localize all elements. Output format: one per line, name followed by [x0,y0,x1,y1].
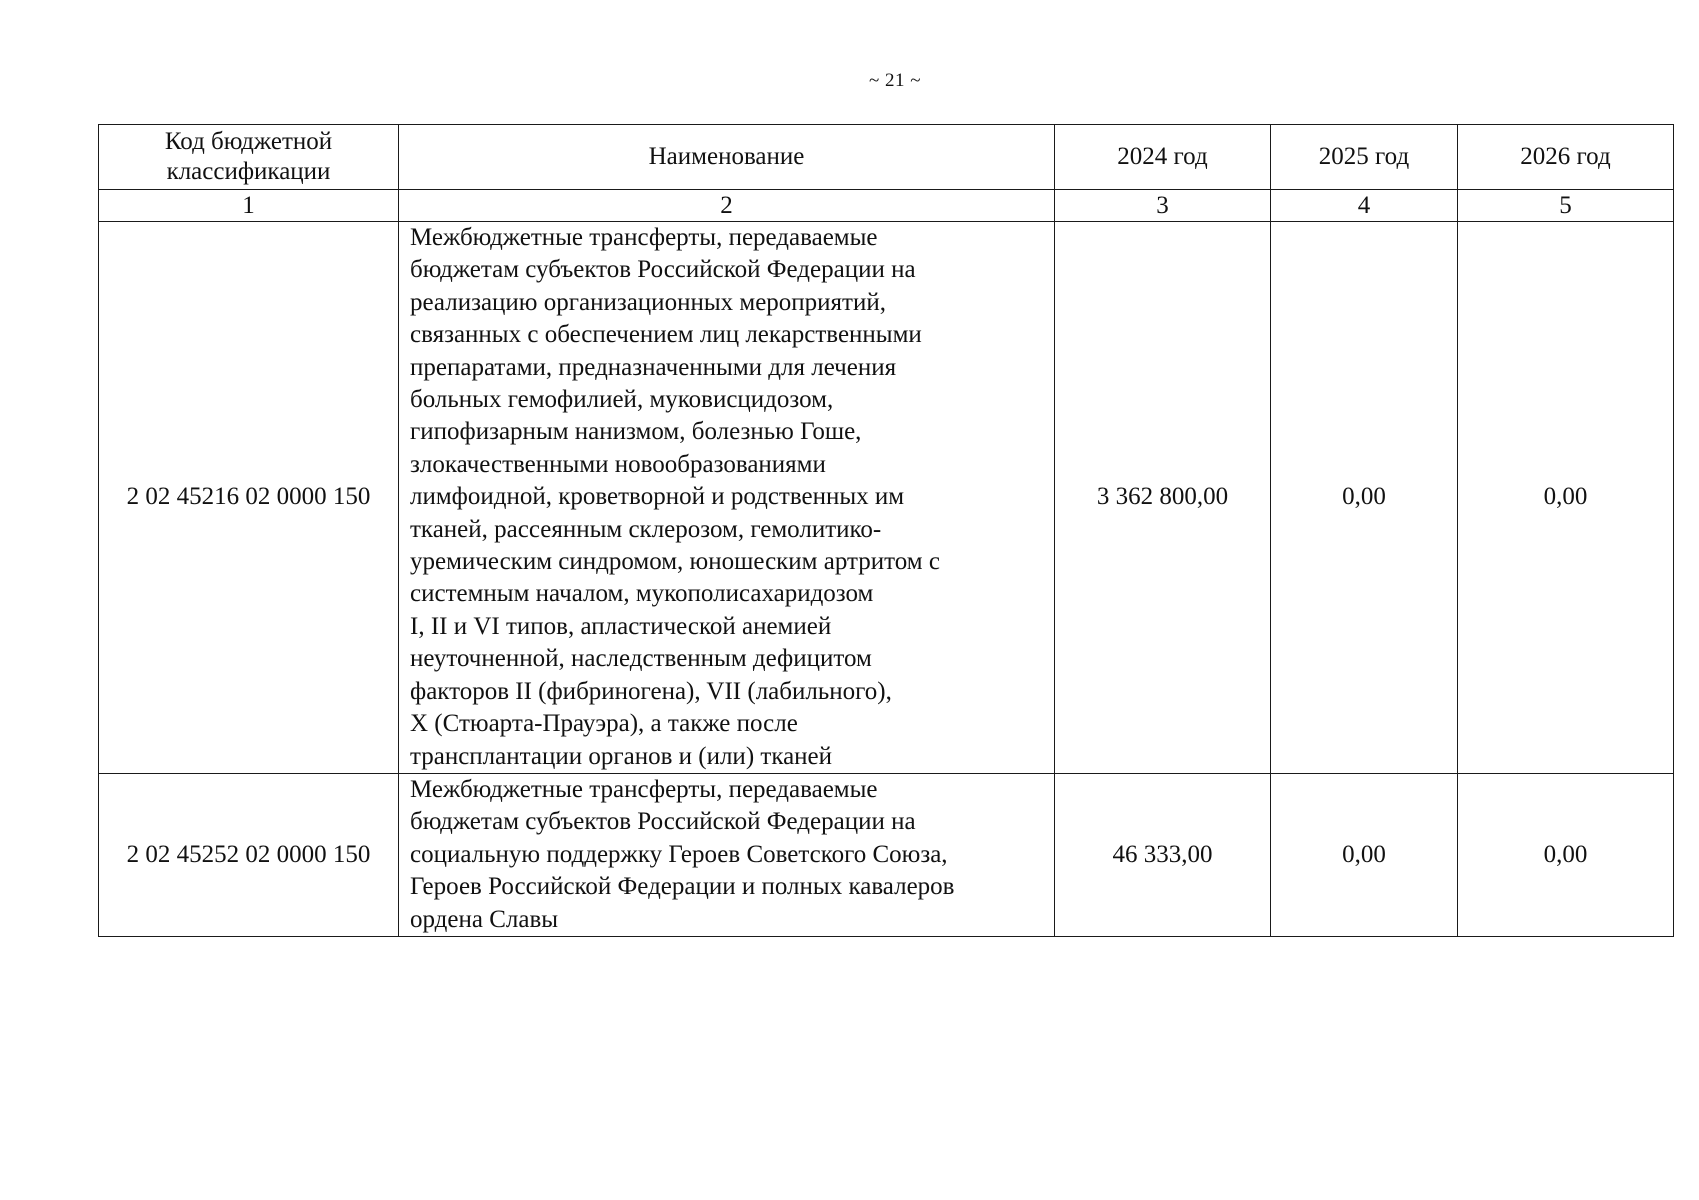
amount-2026-cell: 0,00 [1458,773,1674,936]
table-row [99,773,1674,936]
description-line: реализацию организационных мероприятий, [410,288,886,316]
header-2025: 2025 год [1271,125,1458,190]
description-line: I, II и VI типов, апластической анемией [410,612,832,640]
header-code-line-2: классификации [166,158,331,185]
description-cell [399,222,1055,774]
column-number-1: 1 [99,190,399,222]
description-line: ордена Славы [410,905,559,933]
description-line: социальную поддержку Героев Советского Союза, [410,840,948,868]
budget-code-cell: 2 02 45252 02 0000 150 [99,773,399,936]
budget-code-cell: 2 02 45216 02 0000 150 [99,222,399,774]
description-line: лимфоидной, кроветворной и родственных им [410,483,905,511]
header-code-line-1: Код бюджетной [164,128,333,155]
description-line: факторов II (фибриногена), VII (лабильного), [410,677,892,705]
description-line: препаратами, предназначенными для лечения [410,353,897,381]
page-number: ~ 21 ~ [868,70,922,91]
description-line: Героев Российской Федерации и полных кавалеров [410,873,955,901]
description-line: неуточненной, наследственным дефицитом [410,645,872,673]
description-line: трансплантации органов и (или) тканей [410,742,833,770]
header-code [99,125,399,190]
column-number-2: 2 [399,190,1055,222]
description-line: тканей, рассеянным склерозом, гемолитико- [410,515,882,543]
description-line: X (Стюарта-Прауэра), а также после [410,710,798,738]
description-line: бюджетам субъектов Российской Федерации на [410,808,916,836]
description-line: Межбюджетные трансферты, передаваемые [410,775,878,803]
amount-2025-cell: 0,00 [1271,222,1458,774]
description-line: злокачественными новообразованиями [410,450,826,478]
description-line: бюджетам субъектов Российской Федерации на [410,256,916,284]
description-line: Межбюджетные трансферты, передаваемые [410,224,878,251]
amount-2026-cell: 0,00 [1458,222,1674,774]
header-name: Наименование [399,125,1055,190]
description-cell [399,773,1055,936]
header-2026: 2026 год [1458,125,1674,190]
column-numbers-row [99,190,1674,222]
description-line: системным началом, мукополисахаридозом [410,580,874,608]
column-number-5: 5 [1458,190,1674,222]
table-body [99,222,1674,937]
column-number-4: 4 [1271,190,1458,222]
header-row [99,125,1674,190]
amount-2025-cell: 0,00 [1271,773,1458,936]
header-2024: 2024 год [1055,125,1271,190]
description-line: уремическим синдромом, юношеским артритом с [410,548,940,576]
amount-2024-cell: 3 362 800,00 [1055,222,1271,774]
table-row [99,222,1674,774]
column-number-3: 3 [1055,190,1271,222]
description-line: гипофизарным нанизмом, болезнью Гоше, [410,418,862,446]
amount-2024-cell: 46 333,00 [1055,773,1271,936]
description-line: больных гемофилией, муковисцидозом, [410,386,834,414]
description-line: связанных с обеспечением лиц лекарственными [410,321,922,349]
budget-table [98,124,1674,937]
